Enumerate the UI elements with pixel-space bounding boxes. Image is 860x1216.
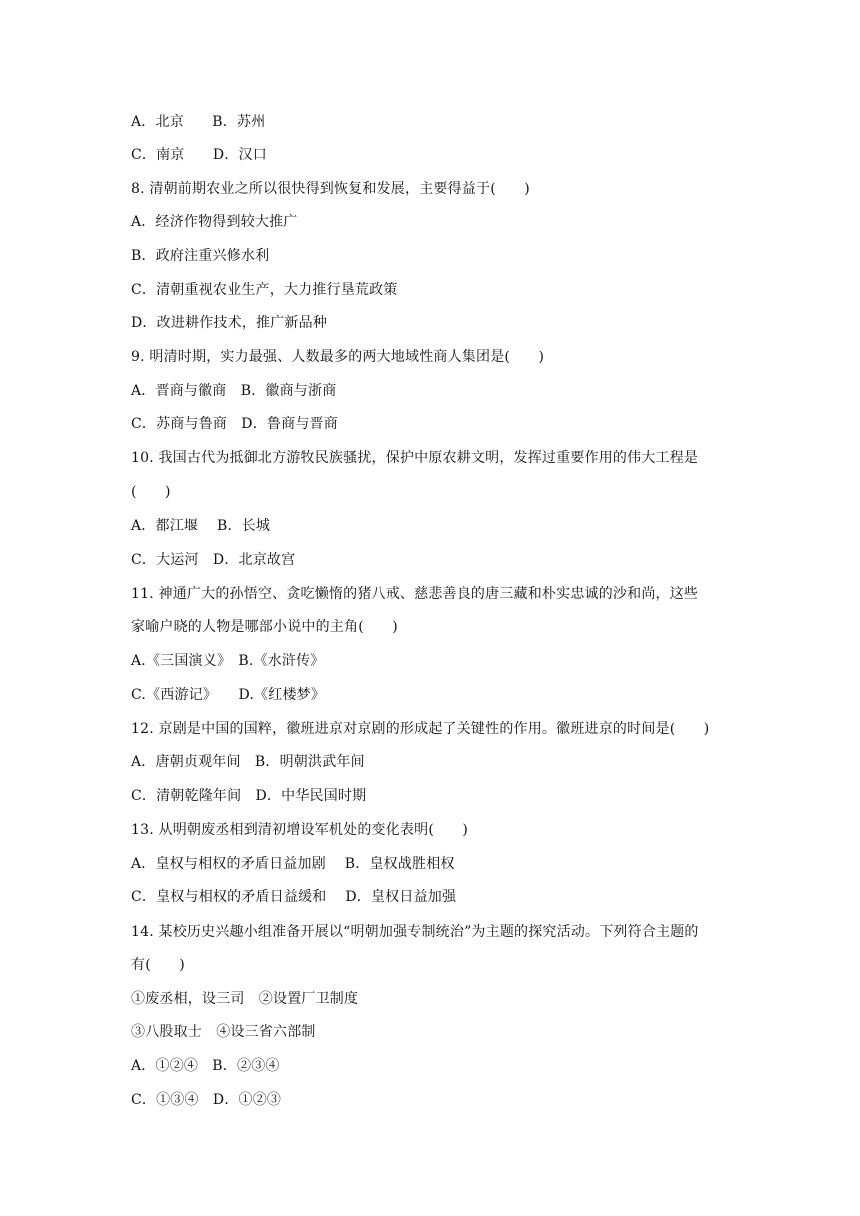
q10-stem-2: ( ) [131,484,171,500]
q14-options-cd: C．①③④ D．①②③ [131,1092,282,1108]
q13-options-cd: C．皇权与相权的矛盾日益缓和 D．皇权日益加强 [131,889,457,905]
q11-stem-2: 家喻户晓的人物是哪部小说中的主角( ) [131,619,398,635]
q14-items-12: ①废丞相，设三司 ②设置厂卫制度 [131,991,359,1007]
q10-options-cd: C．大运河 D．北京故宫 [131,552,296,568]
q11-options-cd: C.《西游记》 D.《红楼梦》 [131,687,326,703]
q12-options-cd: C．清朝乾隆年间 D．中华民国时期 [131,788,367,804]
q10-options-ab: A．都江堰 B．长城 [131,518,271,534]
q10-stem-1: 10. 我国古代为抵御北方游牧民族骚扰，保护中原农耕文明，发挥过重要作用的伟大工程是 [131,450,699,466]
q7-options-cd: C．南京 D．汉口 [131,147,267,163]
q8-option-a: A．经济作物得到较大推广 [131,214,298,230]
q8-option-c: C．清朝重视农业生产，大力推行垦荒政策 [131,282,398,298]
q8-option-b: B．政府注重兴修水利 [131,248,270,264]
q14-stem-2: 有( ) [131,957,185,973]
q8-option-d: D．改进耕作技术，推广新品种 [131,315,328,331]
q13-stem: 13. 从明朝废丞相到清初增设军机处的变化表明( ) [131,822,469,838]
q11-options-ab: A.《三国演义》 B.《水浒传》 [131,653,325,669]
q14-options-ab: A．①②④ B．②③④ [131,1058,280,1074]
q13-options-ab: A．皇权与相权的矛盾日益加剧 B．皇权战胜相权 [131,856,455,872]
q8-stem: 8. 清朝前期农业之所以很快得到恢复和发展，主要得益于( ) [131,181,530,197]
q14-stem-1: 14. 某校历史兴趣小组准备开展以“明朝加强专制统治”为主题的探究活动。下列符合主题的 [131,924,699,940]
q14-items-34: ③八股取士 ④设三省六部制 [131,1024,316,1040]
q9-stem: 9. 明清时期，实力最强、人数最多的两大地域性商人集团是( ) [131,349,545,365]
q7-options-ab: A．北京 B．苏州 [131,114,266,130]
q12-options-ab: A．唐朝贞观年间 B．明朝洪武年间 [131,754,365,770]
q11-stem-1: 11. 神通广大的孙悟空、贪吃懒惰的猪八戒、慈悲善良的唐三藏和朴实忠诚的沙和尚，这些 [131,586,699,602]
q9-options-ab: A．晋商与徽商 B．徽商与浙商 [131,383,337,399]
q9-options-cd: C．苏商与鲁商 D．鲁商与晋商 [131,416,338,432]
q12-stem: 12. 京剧是中国的国粹，徽班进京对京剧的形成起了关键性的作用。徽班进京的时间是( ) [131,721,710,737]
